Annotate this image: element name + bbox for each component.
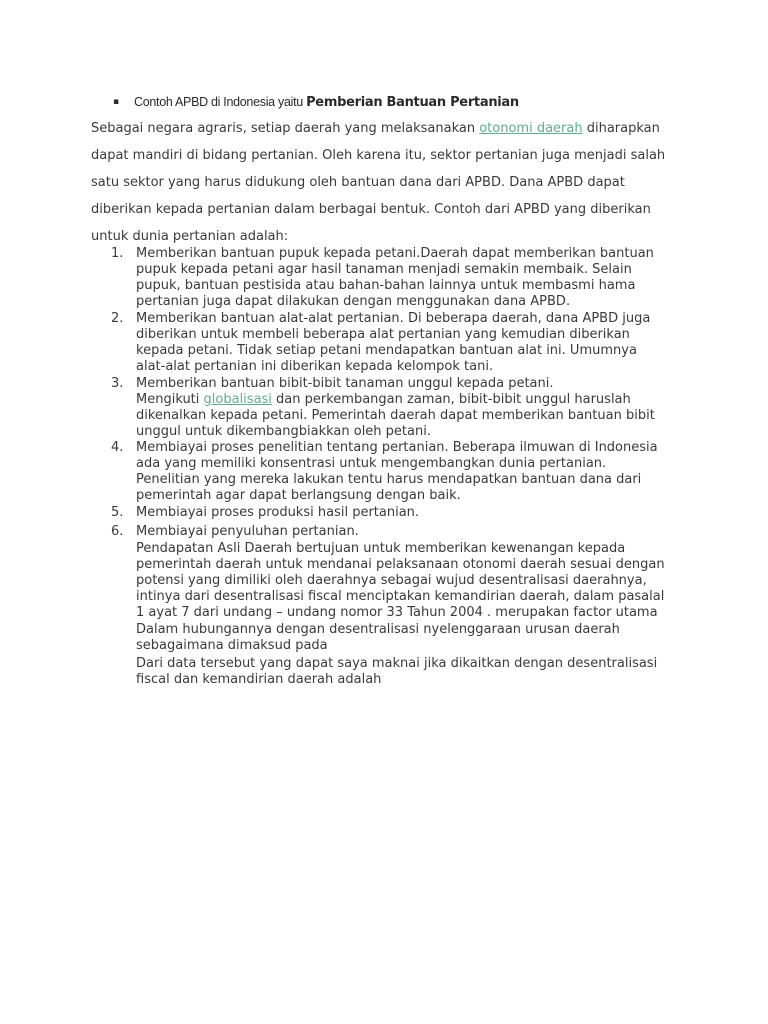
intro-line-3: satu sektor yang harus didukung oleh bantuan dana dari APBD. Dana APBD dapat bbox=[91, 175, 625, 190]
list-number: 6. bbox=[111, 524, 124, 539]
list-number: 4. bbox=[111, 440, 124, 455]
document-page: ▪ Contoh APBD di Indonesia yaitu Pemberian Bantuan Pertanian Sebagai negara agraris, setiap daerah yang melaksanakan otonomi daerah diharapkan dapat mandiri di bidang pertanian. Oleh karena itu, sektor pertanian juga menjadi salah satu sektor yang harus didukung oleh bantuan dana dari APBD. Dana APBD dapat diberikan kepada pertanian dalam berbagai bentuk. Contoh dari APBD yang diberikan untuk dunia pertanian adalah: 1. Memberikan bantuan pupuk kepada petani.Daerah dapat memberikan bantuan pupuk kepada petani agar hasil tanaman menjadi semakin membaik. Selain pupuk, bantuan pestisida atau bahan-bahan lainnya untuk membasmi hama pertanian juga dapat dilakukan dengan menggunakan dana APBD. 2. Memberikan bantuan alat-alat pertanian. Di beberapa daerah, dana APBD juga diberikan untuk membeli beberapa alat pertanian yang kemudian diberikan kepada petani. Tidak setiap petani mendapatkan bantuan alat ini. Umumnya alat-alat pertanian ini diberikan kepada kelompok tani. 3. Memberikan bantuan bibit-bibit tanaman unggul kepada petani. Mengikuti globalisasi dan perkembangan zaman, bibit-bibit unggul haruslah dikenalkan kepada petani. Pemerintah daerah dapat memberikan bantuan bibit unggul untuk dikembangbiakkan oleh petani. 4. Membiayai proses penelitian tentang pertanian. Beberapa ilmuwan di Indonesia ada yang memiliki konsentrasi untuk mengembangkan dunia pertanian. Penelitian yang mereka lakukan tentu harus mendapatkan bantuan dana dari pemerintah agar dapat berlangsung dengan baik. 5. Membiayai proses produksi hasil pertanian. 6. Membiayai penyuluhan pertanian. Pendapatan Asli Daerah bertujuan untuk memberikan kewenangan kepada pemerintah daerah untuk mendanai pelaksanaan otonomi daerah sesuai dengan potensi yang dimiliki oleh daerahnya sebagai wujud desentralisasi daerahnya, intinya dari desentralisasi fiscal menciptakan kemandirian daerah, dalam pasalal 1 ayat 7 dari undang – undang nomor 33 Tahun 2004 . merupakan factor utama Dalam hubungannya dengan desentralisasi nyelenggaraan urusan daerah sebagaimana dimaksud pada Dari data tersebut yang dapat saya maknai jika dikaitkan dengan desentralisasi fiscal dan kemandirian daerah adalah bbox=[91, 95, 666, 687]
heading-prefix: Contoh APBD di Indonesia yaitu bbox=[134, 95, 307, 109]
otonomi-daerah-link[interactable]: otonomi daerah bbox=[479, 121, 583, 136]
list-number: 5. bbox=[111, 505, 124, 520]
list-number: 1. bbox=[111, 246, 124, 261]
intro-line-5: untuk dunia pertanian adalah: bbox=[91, 229, 289, 244]
bullet-icon: ▪ bbox=[113, 97, 120, 107]
list-number: 3. bbox=[111, 376, 124, 391]
heading-bold-title: Pemberian Bantuan Pertanian bbox=[306, 95, 519, 110]
intro-line-4: diberikan kepada pertanian dalam berbagai bentuk. Contoh dari APBD yang diberikan bbox=[91, 202, 651, 217]
globalisasi-link[interactable]: globalisasi bbox=[203, 392, 272, 407]
intro-line-1: Sebagai negara agraris, setiap daerah yang melaksanakan otonomi daerah diharapkan bbox=[91, 121, 660, 136]
intro-line-2: dapat mandiri di bidang pertanian. Oleh karena itu, sektor pertanian juga menjadi salah bbox=[91, 148, 666, 163]
list-number: 2. bbox=[111, 311, 124, 326]
